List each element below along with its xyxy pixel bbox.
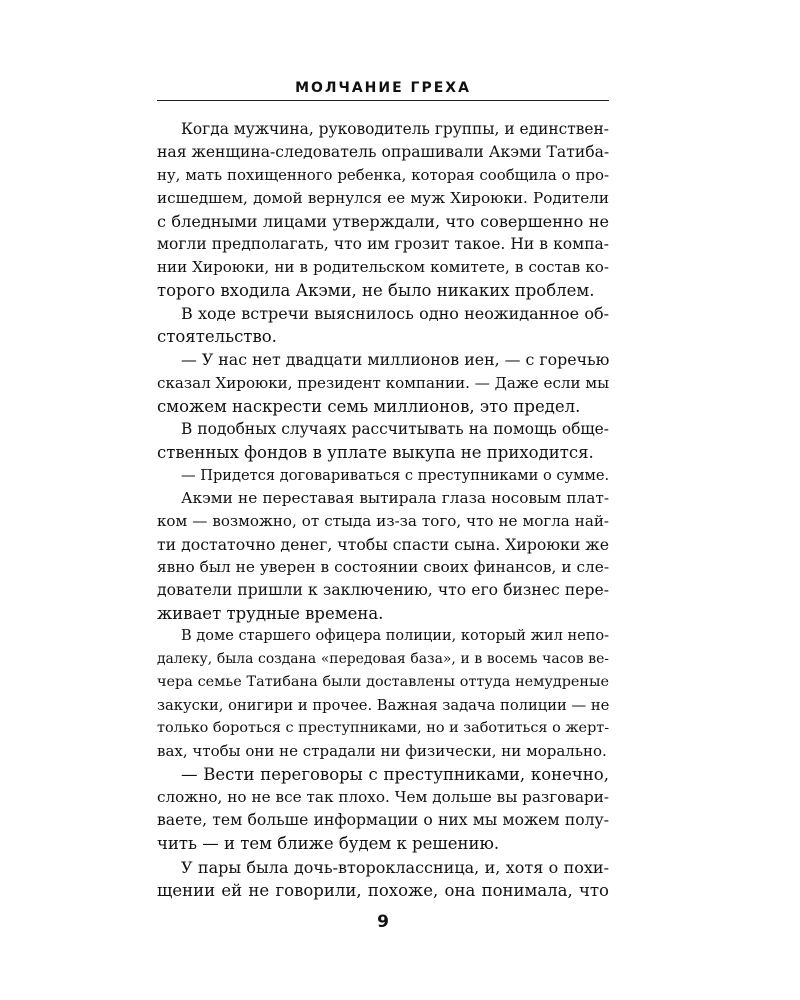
body-text: [157, 118, 609, 902]
text-line: только бороться с преступниками, но и заботиться о жерт-: [157, 720, 610, 737]
text-line: Акэми не переставая вытирала глаза носовым плат-: [181, 488, 609, 507]
text-line: явно был не уверен в состоянии своих финансов, и сле-: [157, 557, 609, 576]
text-line: ваете, тем больше информации о них мы можем полу-: [157, 811, 609, 830]
page-number: 9: [377, 912, 389, 932]
text-line: Когда мужчина, руководитель группы, и единствен-: [181, 120, 609, 138]
text-line: — У нас нет двадцати миллионов иен, — с горечью: [181, 350, 610, 370]
text-line: У пары была дочь-второклассница, и, хотя о похи-: [181, 857, 609, 877]
text-line: с бледными лицами утверждали, что совершенно не: [157, 212, 609, 232]
text-line: могли предполагать, что им грозит такое. Ни в компа-: [157, 235, 609, 254]
text-line: закуски, онигири и прочее. Важная задача полиции — не: [157, 697, 610, 715]
running-title: МОЛЧАНИЕ ГРЕХА: [295, 80, 471, 96]
text-line: сложно, но не все так плохо. Чем дольше вы разговари-: [157, 788, 609, 807]
text-line: ная женщина-следователь опрашивали Акэми Татиба-: [157, 143, 610, 162]
text-line: сказал Хироюки, президент компании. — Даже если мы: [157, 373, 610, 392]
text-line: исшедшем, домой вернулся ее муж Хироюки. Родители: [157, 189, 609, 208]
text-line: живает трудные времена.: [157, 603, 384, 623]
text-line: ти достаточно денег, чтобы спасти сына. Хироюки же: [157, 534, 609, 554]
text-line: ственных фондов в уплате выкупа не приходится.: [157, 442, 594, 462]
text-line: ну, мать похищенного ребенка, которая сообщила о про-: [157, 166, 609, 185]
text-line: сможем наскрести семь миллионов, это предел.: [157, 396, 581, 416]
text-line: торого входила Акэми, не было никаких проблем.: [157, 281, 595, 301]
text-line: нии Хироюки, ни в родительском комитете, в состав ко-: [157, 258, 609, 277]
text-line: далеку, была создана «передовая база», и в восемь часов ве-: [157, 651, 609, 668]
header-rule: [157, 100, 609, 101]
text-line: ком — возможно, от стыда из-за того, что не могла най-: [157, 511, 609, 530]
text-line: чить — и тем ближе будем к решению.: [157, 834, 500, 854]
text-line: — Вести переговоры с преступниками, конечно,: [181, 765, 609, 785]
text-line: В доме старшего офицера полиции, который жил непо-: [181, 628, 609, 645]
text-line: В подобных случаях рассчитывать на помощь обще-: [181, 419, 609, 438]
text-line: стоятельство.: [157, 327, 277, 347]
text-line: В ходе встречи выяснилось одно неожиданное об-: [181, 304, 609, 324]
text-line: чера семье Татибана были доставлены оттуда немудреные: [157, 674, 609, 691]
text-line: дователи пришли к заключению, что его бизнес пере-: [157, 580, 609, 599]
text-line: вах, чтобы они не страдали ни физически, ни морально.: [157, 742, 607, 761]
text-line: — Придется договариваться с преступниками о сумме.: [181, 466, 610, 484]
text-line: щении ей не говорили, похоже, она понимала, что: [157, 880, 609, 900]
